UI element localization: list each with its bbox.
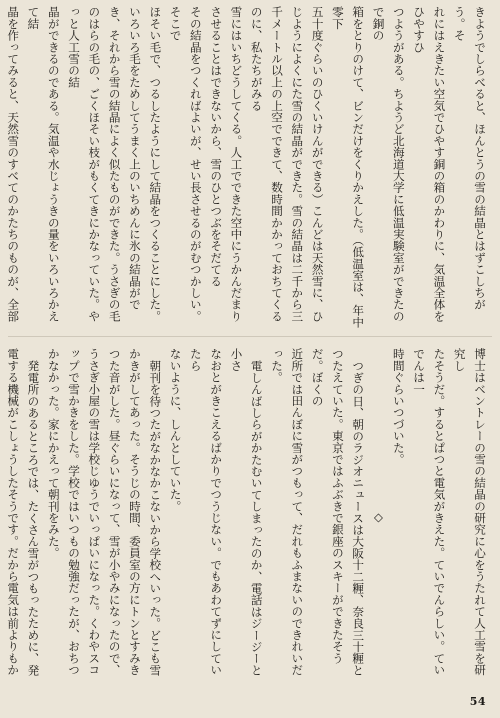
paragraph: 五十度ぐらいのひくいけんができる）こんどは天然雪に、ひじようによくにた雪の結晶ができた。雪の結晶は二千から三千メートル以上の上空でできて、数時間かかっておちてくるのに、私たちがみる bbox=[249, 6, 325, 322]
paragraph: 時間ぐらいつづいた。 bbox=[391, 348, 406, 465]
paragraph: つようがある。ちようど北海道大学に低温実験室ができたので銅の bbox=[371, 6, 406, 322]
paragraph: 箱をとりのけて、ビンだけをくりかえした。（低温室は、年中零下 bbox=[330, 6, 366, 328]
paragraph: 晶ができるのである。気温や水じょうきの量をいろいろかえて結 bbox=[26, 6, 61, 322]
paragraph: 博士はベントレーの雪の結晶の研究に心をうたれて人工雪を研究し bbox=[452, 348, 487, 676]
paragraph: ほそい毛で、つるしたようにして結晶をつくることにした。いろいろ毛をためしてうまく上のいちめんに氷の結晶ができ、それから雪の結晶によく似たものができた。うさぎの毛のはらの毛の、ごくほそい枝がもくてきにかなっていた。やっと人工雪の結 bbox=[67, 6, 163, 322]
column-divider bbox=[8, 336, 492, 337]
paragraph: つぎの日、朝のラジオニュースは大阪十二糎、奈良三十糎とつたえていた。東京ではふぶきで銀座のスキーができたそうだ。ぼくの bbox=[310, 348, 366, 676]
section-break-mark: ◇ bbox=[371, 510, 386, 524]
paragraph: 電しんばしらがかたむいてしまったのか、電話はジージーと小さ bbox=[229, 348, 264, 676]
paragraph: その結晶をつくればよいが、せい長させるのがむつかしい。そこで bbox=[168, 6, 203, 322]
paragraph: 朝刊を待つたがなかなかこないから学校へいった。どこも雪かきがしてあった。そうじの時間、委員室の方にトンとすみきつた音がした。昼ぐらいになって、雪が小やみになったので、うさぎ小屋の雪は学校じゆうでいっぱいになった。くわやスコップで雪かきをした。学校ではいつもの勉強だったが、おちつかなかった。家にかえって朝刊をみた。 bbox=[46, 348, 163, 676]
paragraph: 近所では田んぼに雪がつもって、だれもふまないのできれいだった。 bbox=[270, 348, 305, 676]
paragraph: ないように、しんとしていた。 bbox=[168, 348, 183, 512]
upper-text-block bbox=[4, 6, 490, 328]
paragraph: たそうだ。するとぱつと電気がきえた。ていでんらしい。ていでんは一 bbox=[412, 348, 447, 676]
paragraph: 発電所のあるところでは、たくさん雪がつもったために、発電する機械がこしょうしたそうです。だから電気は前よりもか bbox=[6, 348, 41, 676]
lower-text-block bbox=[4, 348, 490, 686]
paragraph: れにはえきたい空気でひやす銅の箱のかわりに、気温全体をひやすひ bbox=[412, 6, 447, 322]
paragraph: 晶を作ってみると、天然雪のすべてのかたちのものが、全部 bbox=[6, 6, 21, 322]
paragraph: 雪にはいちどうしてくる。人工でできた空中にうかんだまりさせることはできないから、雪のひとつぶをそだてる bbox=[209, 6, 244, 322]
paragraph: きようでしらべると、ほんとうの雪の結晶とはずこしちがう。そ bbox=[452, 6, 487, 311]
paragraph: なおとがきこえるばかりでつうじない。でもあわてずにしていたら bbox=[188, 348, 224, 676]
page-number: 54 bbox=[469, 695, 486, 708]
